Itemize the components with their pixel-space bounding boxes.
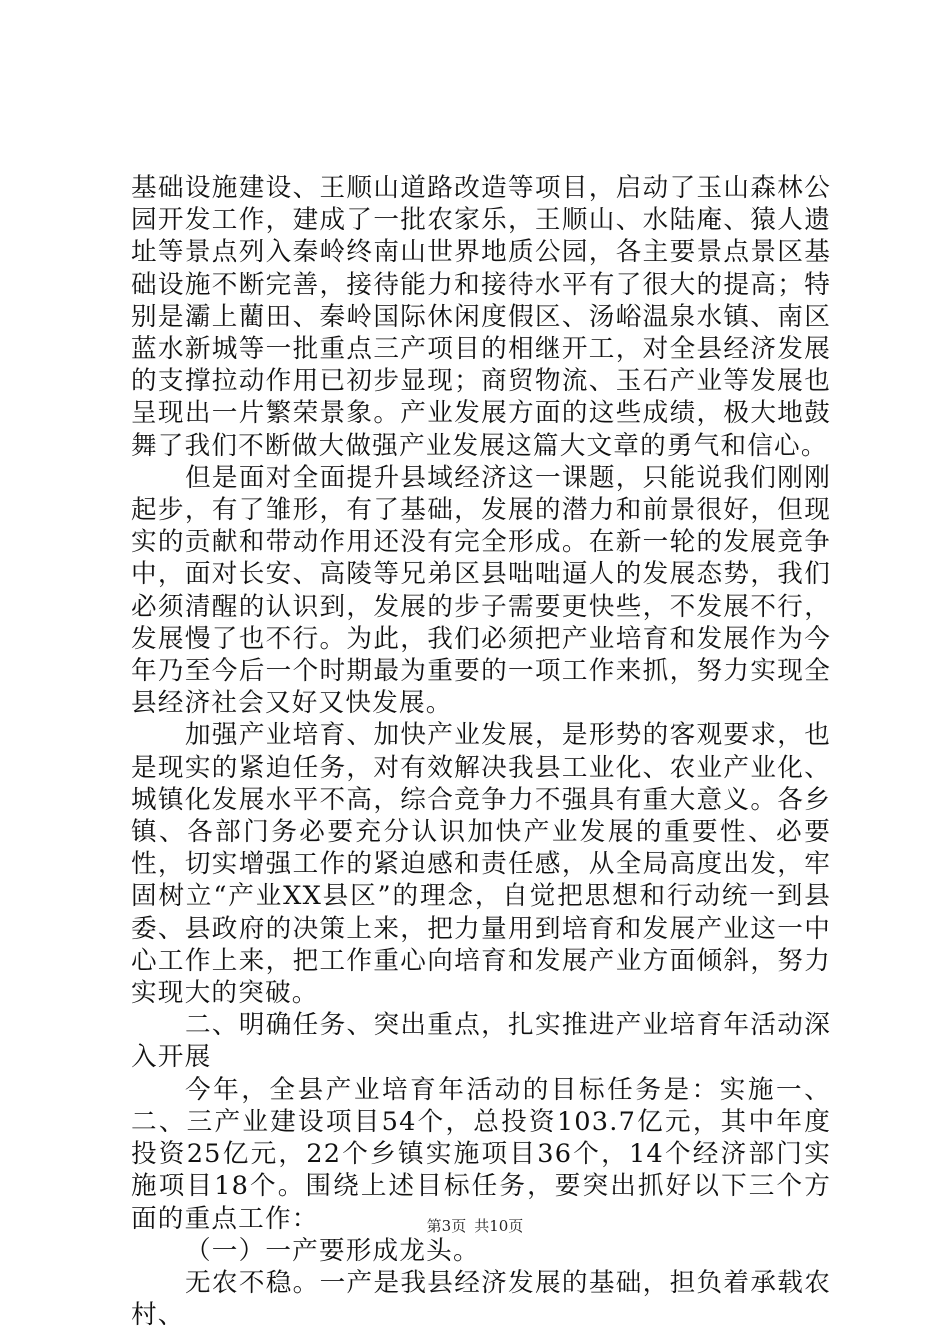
document-body — [131, 172, 831, 1331]
paragraph: 但是面对全面提升县域经济这一课题，只能说我们刚刚起步，有了雏形，有了基础，发展的潜力和前景很好，但现实的贡献和带动作用还没有完全形成。在新一轮的发展竞争中，面对长安、高陵等兄弟区县咄咄逼人的发展态势，我们必须清醒的认识到，发展的步子需要更快些，不发展不行，发展慢了也不行。为此，我们必须把产业培育和发展作为今年乃至今后一个时期最为重要的一项工作来抓，努力实现全县经济社会又好又快发展。 — [131, 462, 831, 719]
paragraph: 加强产业培育、加快产业发展，是形势的客观要求，也是现实的紧迫任务，对有效解决我县工业化、农业产业化、城镇化发展水平不高，综合竞争力不强具有重大意义。各乡镇、各部门务必要充分认识加快产业发展的重要性、必要性，切实增强工作的紧迫感和责任感，从全局高度出发，牢固树立“产业XX县区”的理念，自觉把思想和行动统一到县委、县政府的决策上来，把力量用到培育和发展产业这一中心工作上来，把工作重心向培育和发展产业方面倾斜，努力实现大的突破。 — [131, 720, 831, 1009]
subsection-heading: （一）一产要形成龙头。 — [185, 1235, 480, 1266]
paragraph: 今年，全县产业培育年活动的目标任务是：实施一、二、三产业建设项目54个，总投资103.7亿元，其中年度投资25亿元，22个乡镇实施项目36个，14个经济部门实施项目18个。围绕上述目标任务，要突出抓好以下三个方面的重点工作： — [131, 1074, 831, 1234]
paragraph: 无农不稳。一产是我县经济发展的基础，担负着承载农村、 — [131, 1267, 831, 1331]
page-total: 共10页 — [474, 1217, 524, 1235]
page-footer — [0, 1216, 950, 1236]
section-heading: 二、明确任务、突出重点，扎实推进产业培育年活动深入开展 — [131, 1010, 831, 1073]
paragraph: 基础设施建设、王顺山道路改造等项目，启动了玉山森林公园开发工作，建成了一批农家乐，王顺山、水陆庵、猿人遗址等景点列入秦岭终南山世界地质公园，各主要景点景区基础设施不断完善，接待能力和接待水平有了很大的提高；特别是灞上藺田、秦岭国际休闲度假区、汤峪温泉水镇、南区蓝水新城等一批重点三产项目的相继开工，对全县经济发展的支撑拉动作用已初步显现；商贸物流、玉石产业等发展也呈现出一片繁荣景象。产业发展方面的这些成绩，极大地鼓舞了我们不断做大做强产业发展这篇大文章的勇气和信心。 — [131, 173, 831, 461]
page-number: 第3页 — [426, 1217, 467, 1235]
